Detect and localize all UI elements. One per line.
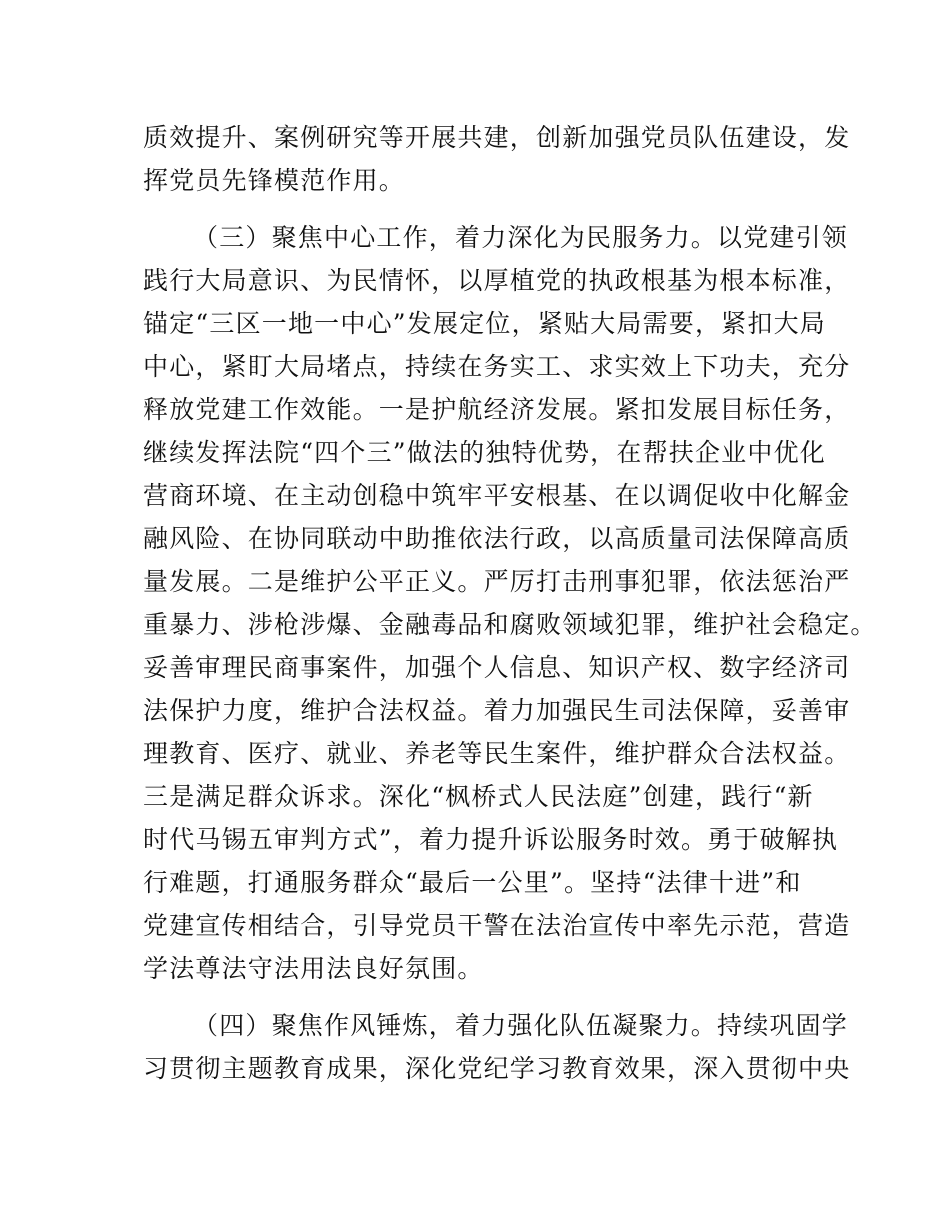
text-line: 中心，紧盯大局堵点，持续在务实工、求实效上下功夫，充分 xyxy=(143,352,851,381)
text-line: 党建宣传相结合，引导党员干警在法治宣传中率先示范，营造 xyxy=(143,911,851,940)
text-line: 锚定“三区一地一中心”发展定位，紧贴大局需要，紧扣大局 xyxy=(143,309,826,338)
text-line: 融风险、在协同联动中助推依法行政，以高质量司法保障高质 xyxy=(143,524,851,553)
text-line: 时代马锡五审判方式”，着力提升诉讼服务时效。勇于破解执 xyxy=(143,825,839,854)
text-line: 三是满足群众诉求。深化“枫桥式人民法庭”创建，践行“新 xyxy=(143,782,814,811)
text-line: 法保护力度，维护合法权益。着力加强民生司法保障，妥善审 xyxy=(143,696,851,725)
text-line: 重暴力、涉枪涉爆、金融毒品和腐败领域犯罪，维护社会稳定。 xyxy=(143,610,877,639)
text-line: 继续发挥法院“四个三”做法的独特优势，在帮扶企业中优化 xyxy=(143,438,826,467)
text-line: 营商环境、在主动创稳中筑牢平安根基、在以调促收中化解金 xyxy=(143,481,851,510)
text-line: 学法尊法守法用法良好氛围。 xyxy=(143,954,484,983)
text-line: 释放党建工作效能。一是护航经济发展。紧扣发展目标任务， xyxy=(143,395,851,424)
text-line: 理教育、医疗、就业、养老等民生案件，维护群众合法权益。 xyxy=(143,739,851,768)
text-line: 习贯彻主题教育成果，深化党纪学习教育效果，深入贯彻中央 xyxy=(143,1054,851,1083)
text-line: 挥党员先锋模范作用。 xyxy=(143,166,406,195)
paragraph-heading-4: （四）聚焦作风锤炼，着力强化队伍凝聚力。持续巩固学 xyxy=(193,1011,849,1040)
text-line: 行难题，打通服务群众“最后一公里”。坚持“法律十进”和 xyxy=(143,868,802,897)
paragraph-heading-3: （三）聚焦中心工作，着力深化为民服务力。以党建引领 xyxy=(193,223,849,252)
text-line: 量发展。二是维护公平正义。严厉打击刑事犯罪，依法惩治严 xyxy=(143,567,851,596)
text-line: 妥善审理民商事案件，加强个人信息、知识产权、数字经济司 xyxy=(143,653,851,682)
text-line: 质效提升、案例研究等开展共建，创新加强党员队伍建设，发 xyxy=(143,123,851,152)
text-line: 践行大局意识、为民情怀，以厚植党的执政根基为根本标准， xyxy=(143,266,851,295)
